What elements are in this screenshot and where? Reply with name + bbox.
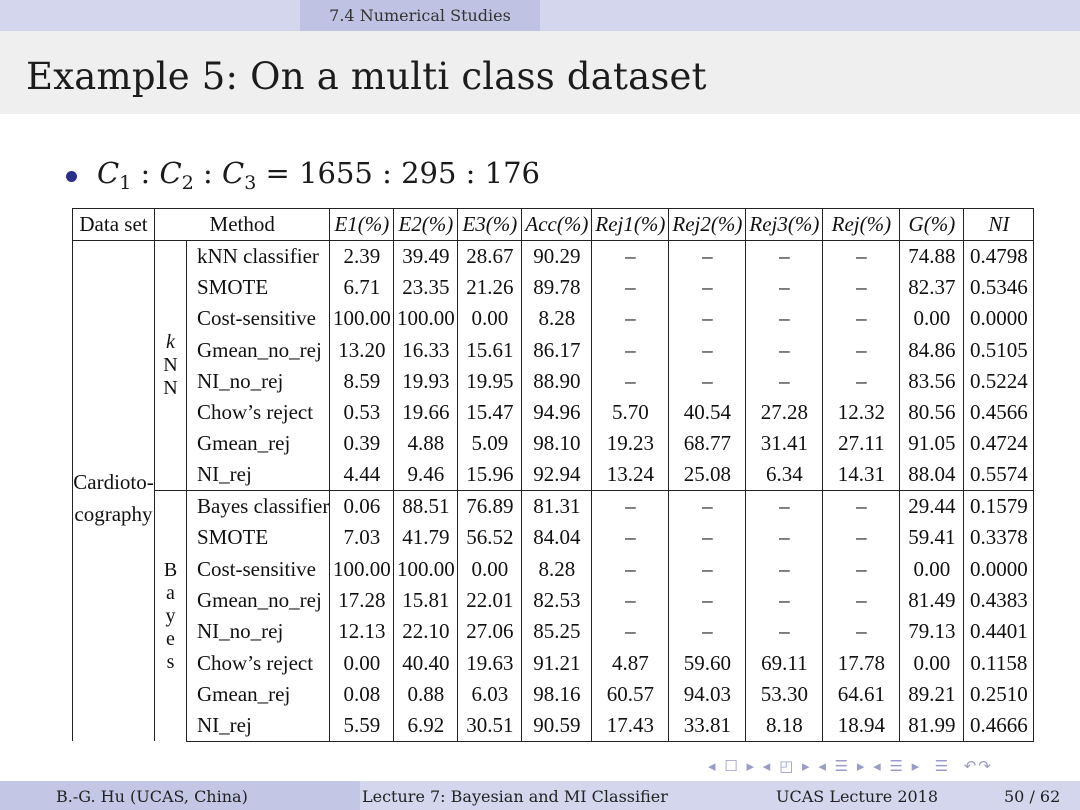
value-cell: 100.00 — [330, 553, 394, 584]
value-cell: 91.05 — [900, 428, 964, 459]
value-cell: 88.04 — [900, 460, 964, 491]
value-cell: 92.94 — [522, 460, 592, 491]
value-cell: 82.53 — [522, 585, 592, 616]
value-cell: – — [746, 553, 823, 584]
value-cell: 0.1158 — [964, 647, 1034, 678]
value-cell: 0.00 — [900, 303, 964, 334]
method-cell: NI_no_rej — [187, 616, 330, 647]
value-cell: 0.0000 — [964, 303, 1034, 334]
method-cell: Gmean_no_rej — [187, 334, 330, 365]
header-dataset: Data set — [73, 209, 155, 241]
value-cell: – — [592, 303, 669, 334]
group-label-letter: B — [163, 558, 178, 581]
value-cell: 8.59 — [330, 366, 394, 397]
table-row — [73, 679, 1034, 710]
group-label-letter: a — [166, 581, 175, 604]
group-label-letter: s — [166, 650, 175, 673]
value-cell: – — [746, 522, 823, 553]
table-row — [73, 585, 1034, 616]
value-cell: 82.37 — [900, 272, 964, 303]
value-cell: – — [823, 366, 900, 397]
value-cell: 15.61 — [458, 334, 522, 365]
value-cell: 21.26 — [458, 272, 522, 303]
value-cell: 2.39 — [330, 241, 394, 272]
table-row — [73, 710, 1034, 741]
value-cell: – — [592, 553, 669, 584]
table-row — [73, 303, 1034, 334]
value-cell: 81.49 — [900, 585, 964, 616]
value-cell: 0.00 — [458, 553, 522, 584]
header-rej1: Rej1(%) — [592, 209, 669, 241]
value-cell: 6.03 — [458, 679, 522, 710]
group-label-cell — [155, 241, 187, 491]
value-cell: 19.95 — [458, 366, 522, 397]
table-row — [73, 616, 1034, 647]
value-cell: – — [823, 303, 900, 334]
value-cell: 12.32 — [823, 397, 900, 428]
value-cell: – — [669, 334, 746, 365]
header-g: G(%) — [900, 209, 964, 241]
value-cell: 0.1579 — [964, 491, 1034, 522]
method-cell: NI_rej — [187, 460, 330, 491]
group-label-letter: y — [165, 604, 176, 627]
value-cell: – — [669, 272, 746, 303]
header-acc: Acc(%) — [522, 209, 592, 241]
table-row — [73, 553, 1034, 584]
footer-bar — [0, 781, 1080, 810]
value-cell: 89.21 — [900, 679, 964, 710]
value-cell: 22.10 — [394, 616, 458, 647]
value-cell: – — [746, 491, 823, 522]
method-cell: Gmean_no_rej — [187, 585, 330, 616]
bullet-icon — [66, 171, 77, 182]
header-e3: E3(%) — [458, 209, 522, 241]
value-cell: 13.20 — [330, 334, 394, 365]
value-cell: 15.47 — [458, 397, 522, 428]
value-cell: 84.86 — [900, 334, 964, 365]
group-label-letter: N — [163, 377, 178, 400]
value-cell: – — [592, 491, 669, 522]
value-cell: 74.88 — [900, 241, 964, 272]
table-row — [73, 647, 1034, 678]
header-e1: E1(%) — [330, 209, 394, 241]
value-cell: – — [746, 272, 823, 303]
value-cell: – — [669, 616, 746, 647]
value-cell: 15.96 — [458, 460, 522, 491]
value-cell: 5.70 — [592, 397, 669, 428]
value-cell: 86.17 — [522, 334, 592, 365]
value-cell: 0.08 — [330, 679, 394, 710]
value-cell: 79.13 — [900, 616, 964, 647]
value-cell: 6.92 — [394, 710, 458, 741]
value-cell: 12.13 — [330, 616, 394, 647]
value-cell: – — [823, 553, 900, 584]
value-cell: 0.39 — [330, 428, 394, 459]
value-cell: – — [592, 366, 669, 397]
value-cell: 30.51 — [458, 710, 522, 741]
value-cell: – — [592, 272, 669, 303]
value-cell: 17.78 — [823, 647, 900, 678]
value-cell: – — [669, 522, 746, 553]
value-cell: 5.09 — [458, 428, 522, 459]
value-cell: 0.4798 — [964, 241, 1034, 272]
table-row — [73, 272, 1034, 303]
value-cell: 29.44 — [900, 491, 964, 522]
table-row — [73, 366, 1034, 397]
value-cell: 0.5346 — [964, 272, 1034, 303]
value-cell: 0.00 — [900, 647, 964, 678]
value-cell: 76.89 — [458, 491, 522, 522]
value-cell: 85.25 — [522, 616, 592, 647]
value-cell: 39.49 — [394, 241, 458, 272]
value-cell: 89.78 — [522, 272, 592, 303]
value-cell: 15.81 — [394, 585, 458, 616]
value-cell: 83.56 — [900, 366, 964, 397]
value-cell: 98.10 — [522, 428, 592, 459]
value-cell: – — [669, 303, 746, 334]
value-cell: 33.81 — [669, 710, 746, 741]
value-cell: 40.40 — [394, 647, 458, 678]
method-cell: Bayes classifier — [187, 491, 330, 522]
method-cell: Gmean_rej — [187, 679, 330, 710]
footer-lecture: Lecture 7: Bayesian and MI Classifier — [362, 787, 668, 806]
value-cell: 9.46 — [394, 460, 458, 491]
value-cell: 5.59 — [330, 710, 394, 741]
value-cell: 91.21 — [522, 647, 592, 678]
value-cell: 69.11 — [746, 647, 823, 678]
footer-page-number: 50 / 62 — [1004, 787, 1061, 806]
value-cell: 40.54 — [669, 397, 746, 428]
value-cell: 100.00 — [330, 303, 394, 334]
value-cell: 19.93 — [394, 366, 458, 397]
value-cell: – — [592, 616, 669, 647]
method-cell: NI_rej — [187, 710, 330, 741]
value-cell: – — [746, 241, 823, 272]
value-cell: – — [746, 366, 823, 397]
value-cell: 16.33 — [394, 334, 458, 365]
value-cell: 81.99 — [900, 710, 964, 741]
group-label-cell — [155, 491, 187, 741]
value-cell: – — [669, 585, 746, 616]
value-cell: 88.90 — [522, 366, 592, 397]
value-cell: 23.35 — [394, 272, 458, 303]
value-cell: 0.4566 — [964, 397, 1034, 428]
value-cell: 59.41 — [900, 522, 964, 553]
table-row — [73, 428, 1034, 459]
value-cell: 100.00 — [394, 303, 458, 334]
value-cell: 56.52 — [458, 522, 522, 553]
value-cell: 0.53 — [330, 397, 394, 428]
value-cell: 0.4401 — [964, 616, 1034, 647]
value-cell: 64.61 — [823, 679, 900, 710]
title-bar — [0, 31, 1080, 114]
value-cell: – — [823, 241, 900, 272]
footer-author: B.-G. Hu (UCAS, China) — [56, 787, 248, 806]
value-cell: 0.00 — [330, 647, 394, 678]
value-cell: 84.04 — [522, 522, 592, 553]
header-rej: Rej(%) — [823, 209, 900, 241]
value-cell: 0.0000 — [964, 553, 1034, 584]
value-cell: 8.18 — [746, 710, 823, 741]
value-cell: 31.41 — [746, 428, 823, 459]
value-cell: 8.28 — [522, 553, 592, 584]
table-body — [73, 241, 1034, 742]
header-rej3: Rej3(%) — [746, 209, 823, 241]
value-cell: 90.29 — [522, 241, 592, 272]
value-cell: 4.88 — [394, 428, 458, 459]
value-cell: 19.66 — [394, 397, 458, 428]
header-rej2: Rej2(%) — [669, 209, 746, 241]
value-cell: 0.4383 — [964, 585, 1034, 616]
value-cell: – — [823, 585, 900, 616]
value-cell: 80.56 — [900, 397, 964, 428]
dataset-name-line: cography — [74, 502, 153, 527]
value-cell: 7.03 — [330, 522, 394, 553]
value-cell: 0.3378 — [964, 522, 1034, 553]
results-table — [72, 208, 1034, 742]
value-cell: 22.01 — [458, 585, 522, 616]
table-row — [73, 460, 1034, 491]
value-cell: 0.5105 — [964, 334, 1034, 365]
value-cell: 81.31 — [522, 491, 592, 522]
value-cell: 68.77 — [669, 428, 746, 459]
value-cell: 25.08 — [669, 460, 746, 491]
dataset-name-line: Cardioto- — [73, 470, 154, 495]
value-cell: 28.67 — [458, 241, 522, 272]
table-row — [73, 241, 1034, 272]
value-cell: – — [746, 334, 823, 365]
value-cell: – — [823, 491, 900, 522]
header-method: Method — [155, 209, 330, 241]
method-cell: NI_no_rej — [187, 366, 330, 397]
value-cell: 98.16 — [522, 679, 592, 710]
value-cell: – — [746, 585, 823, 616]
class-ratio-formula: $C_1$ : $C_2$ : $C_3 = 1655$ : 295 : 176 — [97, 156, 540, 194]
value-cell: 41.79 — [394, 522, 458, 553]
method-cell: Cost-sensitive — [187, 553, 330, 584]
group-label-letter: N — [163, 354, 178, 377]
value-cell: 27.28 — [746, 397, 823, 428]
value-cell: 59.60 — [669, 647, 746, 678]
value-cell: – — [592, 585, 669, 616]
value-cell: 60.57 — [592, 679, 669, 710]
value-cell: – — [669, 366, 746, 397]
header-bar — [0, 0, 1080, 31]
value-cell: 0.06 — [330, 491, 394, 522]
value-cell: 17.43 — [592, 710, 669, 741]
method-cell: Chow’s reject — [187, 647, 330, 678]
value-cell: 19.23 — [592, 428, 669, 459]
group-label-letter: k — [166, 331, 175, 354]
value-cell: – — [669, 553, 746, 584]
value-cell: 90.59 — [522, 710, 592, 741]
value-cell: 94.96 — [522, 397, 592, 428]
value-cell: – — [669, 491, 746, 522]
section-label[interactable]: 7.4 Numerical Studies — [300, 0, 540, 31]
header-ni: NI — [964, 209, 1034, 241]
value-cell: 14.31 — [823, 460, 900, 491]
value-cell: 6.34 — [746, 460, 823, 491]
value-cell: – — [746, 303, 823, 334]
value-cell: 6.71 — [330, 272, 394, 303]
value-cell: – — [823, 334, 900, 365]
value-cell: 94.03 — [669, 679, 746, 710]
value-cell: 88.51 — [394, 491, 458, 522]
value-cell: 0.00 — [900, 553, 964, 584]
value-cell: 8.28 — [522, 303, 592, 334]
header-e2: E2(%) — [394, 209, 458, 241]
value-cell: – — [592, 334, 669, 365]
footer-venue: UCAS Lecture 2018 — [776, 787, 939, 806]
value-cell: 0.4666 — [964, 710, 1034, 741]
method-cell: Cost-sensitive — [187, 303, 330, 334]
value-cell: – — [823, 272, 900, 303]
value-cell: 4.87 — [592, 647, 669, 678]
value-cell: 100.00 — [394, 553, 458, 584]
table-row — [73, 522, 1034, 553]
slide-title: Example 5: On a multi class dataset — [26, 55, 707, 98]
method-cell: SMOTE — [187, 522, 330, 553]
value-cell: 0.88 — [394, 679, 458, 710]
dataset-cell — [73, 241, 155, 742]
method-cell: Chow’s reject — [187, 397, 330, 428]
value-cell: – — [823, 522, 900, 553]
value-cell: 17.28 — [330, 585, 394, 616]
value-cell: 19.63 — [458, 647, 522, 678]
value-cell: 0.2510 — [964, 679, 1034, 710]
value-cell: 4.44 — [330, 460, 394, 491]
value-cell: 27.11 — [823, 428, 900, 459]
value-cell: 53.30 — [746, 679, 823, 710]
group-label-letter: e — [166, 627, 175, 650]
value-cell: – — [746, 616, 823, 647]
value-cell: – — [669, 241, 746, 272]
value-cell: 18.94 — [823, 710, 900, 741]
method-cell: Gmean_rej — [187, 428, 330, 459]
table-row — [73, 334, 1034, 365]
value-cell: 0.5224 — [964, 366, 1034, 397]
value-cell: 0.00 — [458, 303, 522, 334]
value-cell: 0.5574 — [964, 460, 1034, 491]
value-cell: 27.06 — [458, 616, 522, 647]
value-cell: – — [592, 522, 669, 553]
value-cell: 0.4724 — [964, 428, 1034, 459]
beamer-navigation[interactable]: ◂ ☐ ▸ ◂ ◰ ▸ ◂ ☰ ▸ ◂ ☰ ▸ ☰ ↶↷ — [708, 757, 993, 775]
value-cell: 13.24 — [592, 460, 669, 491]
method-cell: kNN classifier — [187, 241, 330, 272]
table-header-row — [73, 209, 1034, 241]
table-row — [73, 491, 1034, 522]
table-row — [73, 397, 1034, 428]
value-cell: – — [592, 241, 669, 272]
method-cell: SMOTE — [187, 272, 330, 303]
value-cell: – — [823, 616, 900, 647]
